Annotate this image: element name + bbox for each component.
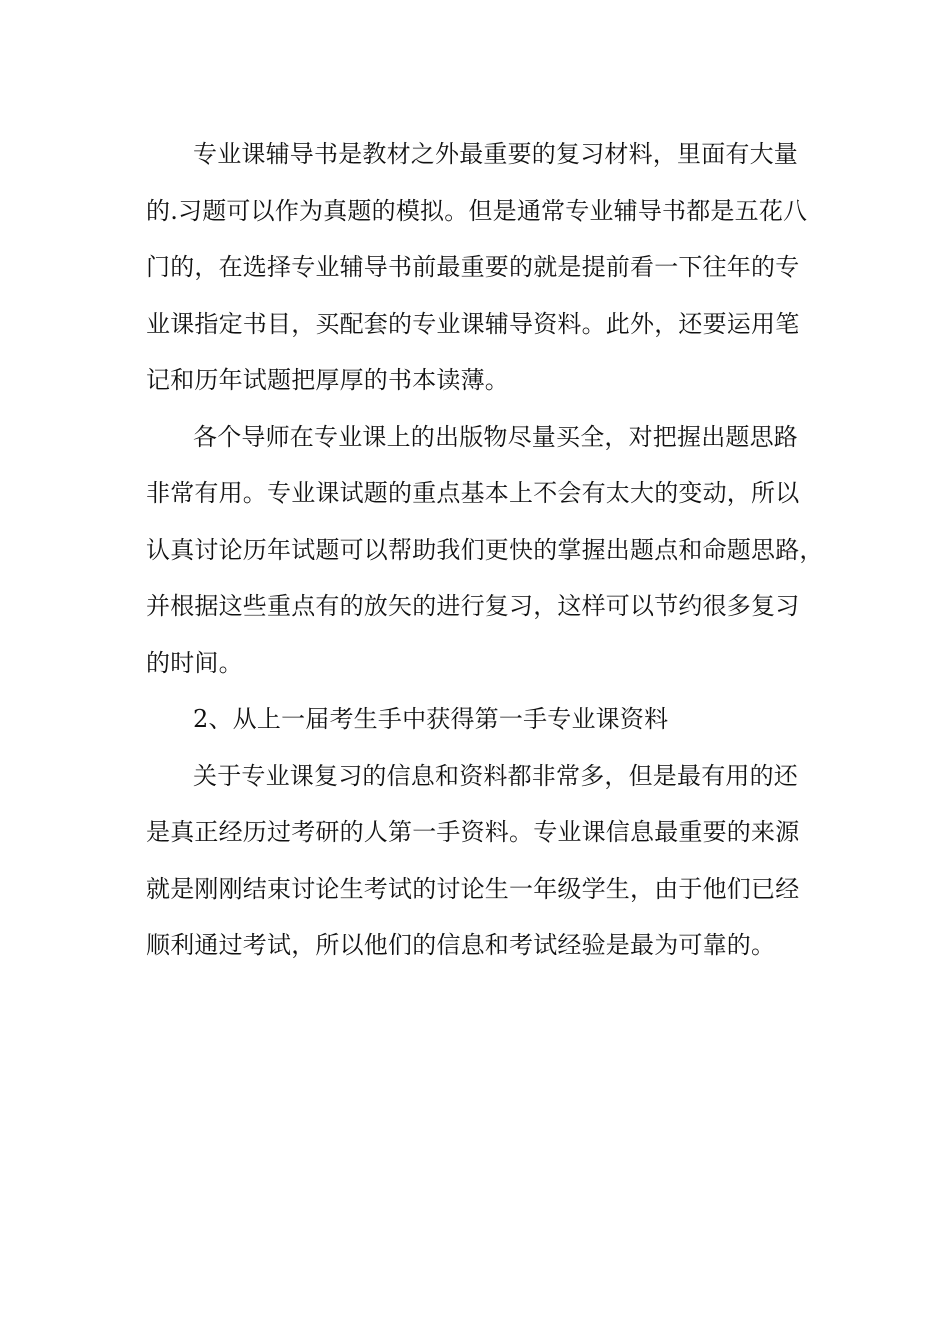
paragraph-2 <box>146 409 824 692</box>
document-body <box>146 126 824 974</box>
text-line: 门的，在选择专业辅导书前最重要的就是提前看一下往年的专 <box>146 253 800 281</box>
text-line: 专业课辅导书是教材之外最重要的复习材料，里面有大量 <box>193 140 798 168</box>
paragraph-1 <box>146 126 806 409</box>
text-line: 业课指定书目，买配套的专业课辅导资料。此外，还要运用笔 <box>146 309 800 338</box>
text-line: 认真讨论历年试题可以帮助我们更快的掌握出题点和命题思路， <box>146 535 824 564</box>
text-line: 的.习题可以作为真题的模拟。但是通常专业辅导书都是五花八 <box>146 196 808 225</box>
section-heading <box>146 691 806 748</box>
heading-line: 2、从上一届考生手中获得第一手专业课资料 <box>193 705 669 733</box>
text-line: 并根据这些重点有的放矢的进行复习，这样可以节约很多复习 <box>146 592 800 620</box>
text-line: 记和历年试题把厚厚的书本读薄。 <box>146 366 509 394</box>
text-line: 的时间。 <box>146 648 243 677</box>
text-line: 非常有用。专业课试题的重点基本上不会有太大的变动，所以 <box>146 479 800 507</box>
paragraph-3 <box>146 748 806 974</box>
text-line: 各个导师在专业课上的出版物尽量买全，对把握出题思路 <box>193 422 798 451</box>
text-line: 是真正经历过考研的人第一手资料。专业课信息最重要的来源 <box>146 818 800 846</box>
text-line: 就是刚刚结束讨论生考试的讨论生一年级学生，由于他们已经 <box>146 874 800 903</box>
text-line: 关于专业课复习的信息和资料都非常多，但是最有用的还 <box>193 761 798 790</box>
text-line: 顺利通过考试，所以他们的信息和考试经验是最为可靠的。 <box>146 931 776 959</box>
